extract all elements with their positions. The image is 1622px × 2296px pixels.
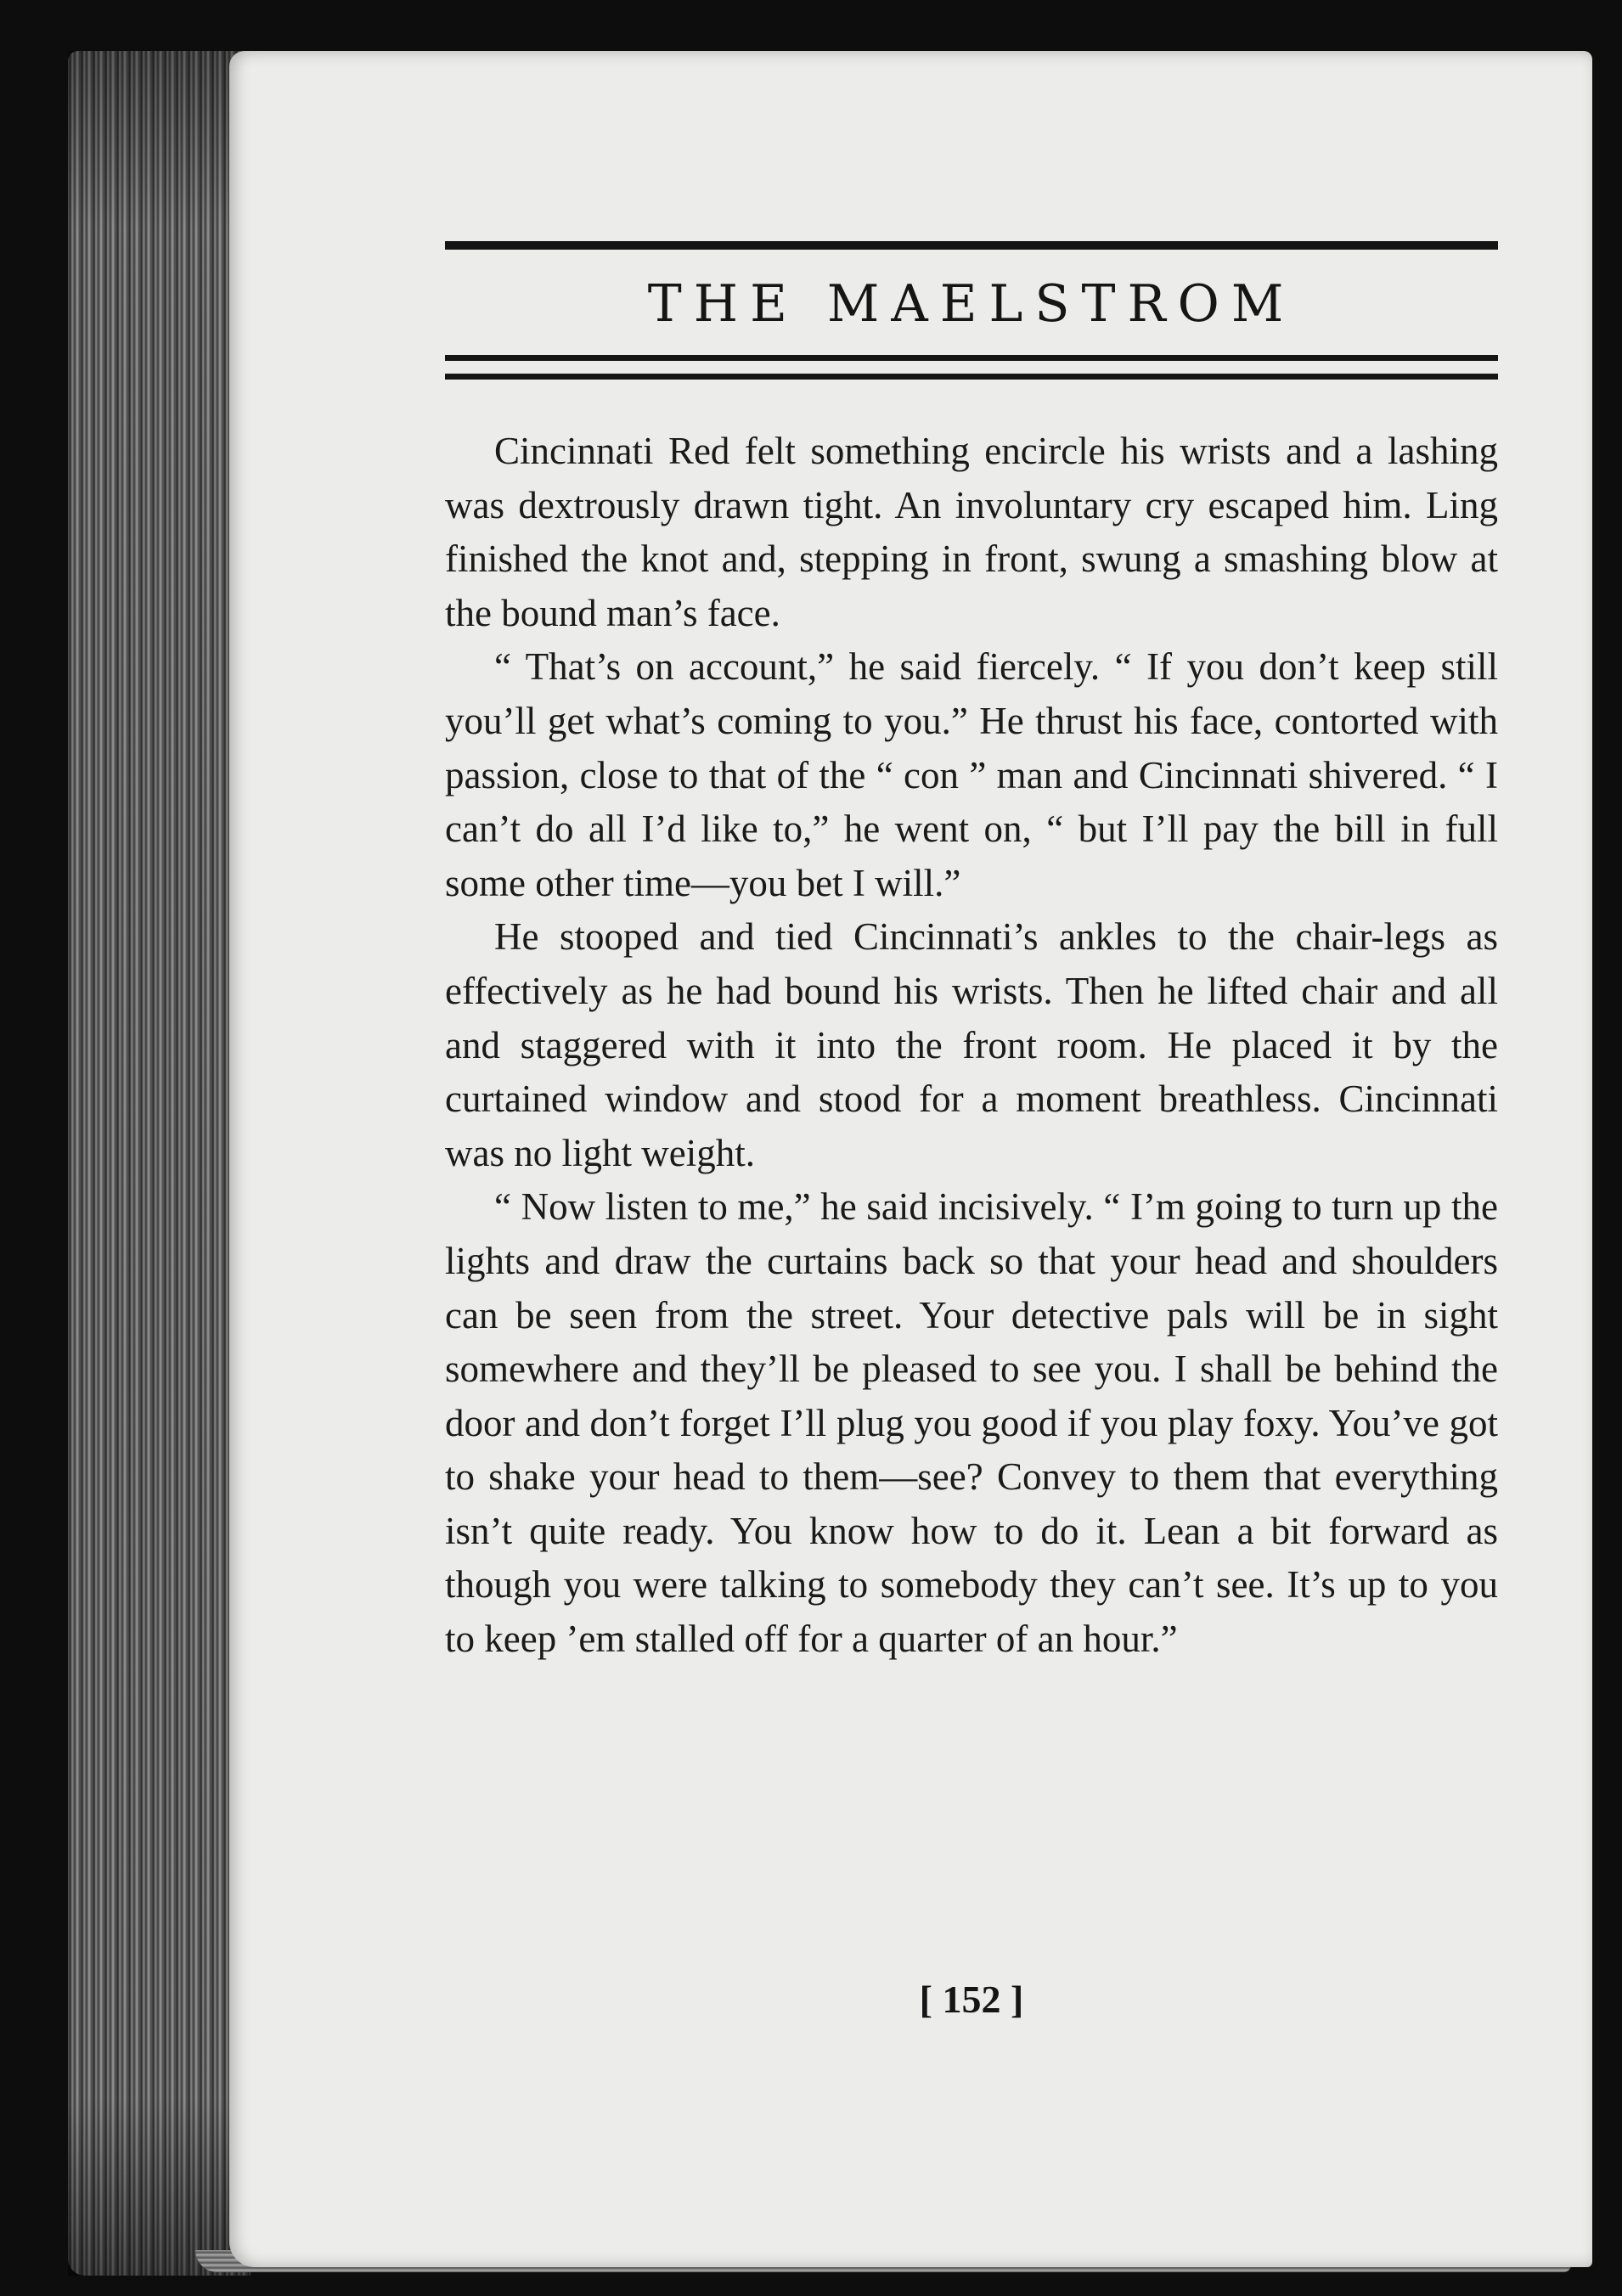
page-number: [ 152 ]	[919, 1978, 1024, 2021]
running-head: THE MAELSTROM	[647, 274, 1296, 334]
paragraph: “ Now listen to me,” he said incisively. “ I’m going to turn up the lights and draw the curtains back so that your head and shoulders can be seen from the street. Your detective pals will be in sight somewhere and they’ll be pleased to see you. I shall be behind the door and don’t forget I’ll plug you good if you play foxy. You’ve got to shake your head to them—see? Convey to them that everything isn’t quite ready. You know how to do it. Lean a bit forward as though you were talking to somebody they can’t see. It’s up to you to keep ’em stalled off for a quarter of an hour.”	[445, 1185, 1498, 1661]
paragraph: He stooped and tied Cincinnati’s ankles to the chair-legs as effectively as he had bound his wrists. Then he lifted chair and all and staggered with it into the front room. He placed it by the curtained window and stood for a moment breathless. Cincinnati was no light weight.	[445, 915, 1498, 1174]
body-text	[445, 425, 1498, 1667]
header-rule-top	[445, 241, 1498, 250]
header-rule-double-1	[445, 355, 1498, 361]
paragraph: “ That’s on account,” he said fiercely. “ If you don’t keep still you’ll get what’s coming to you.” He thrust his face, contorted with passion, close to that of the “ con ” man and Cincinnati shivered. “ I can’t do all I’d like to,” he went on, “ but I’ll pay the bill in full some other time—you bet I will.”	[445, 645, 1498, 904]
paragraph: Cincinnati Red felt something encircle his wrists and a lashing was dextrously drawn tight. An involuntary cry escaped him. Ling finished the knot and, stepping in front, swung a smashing blow at the bound man’s face.	[445, 430, 1498, 634]
header-rule-double-2	[445, 374, 1498, 380]
page-edges	[68, 51, 251, 2276]
